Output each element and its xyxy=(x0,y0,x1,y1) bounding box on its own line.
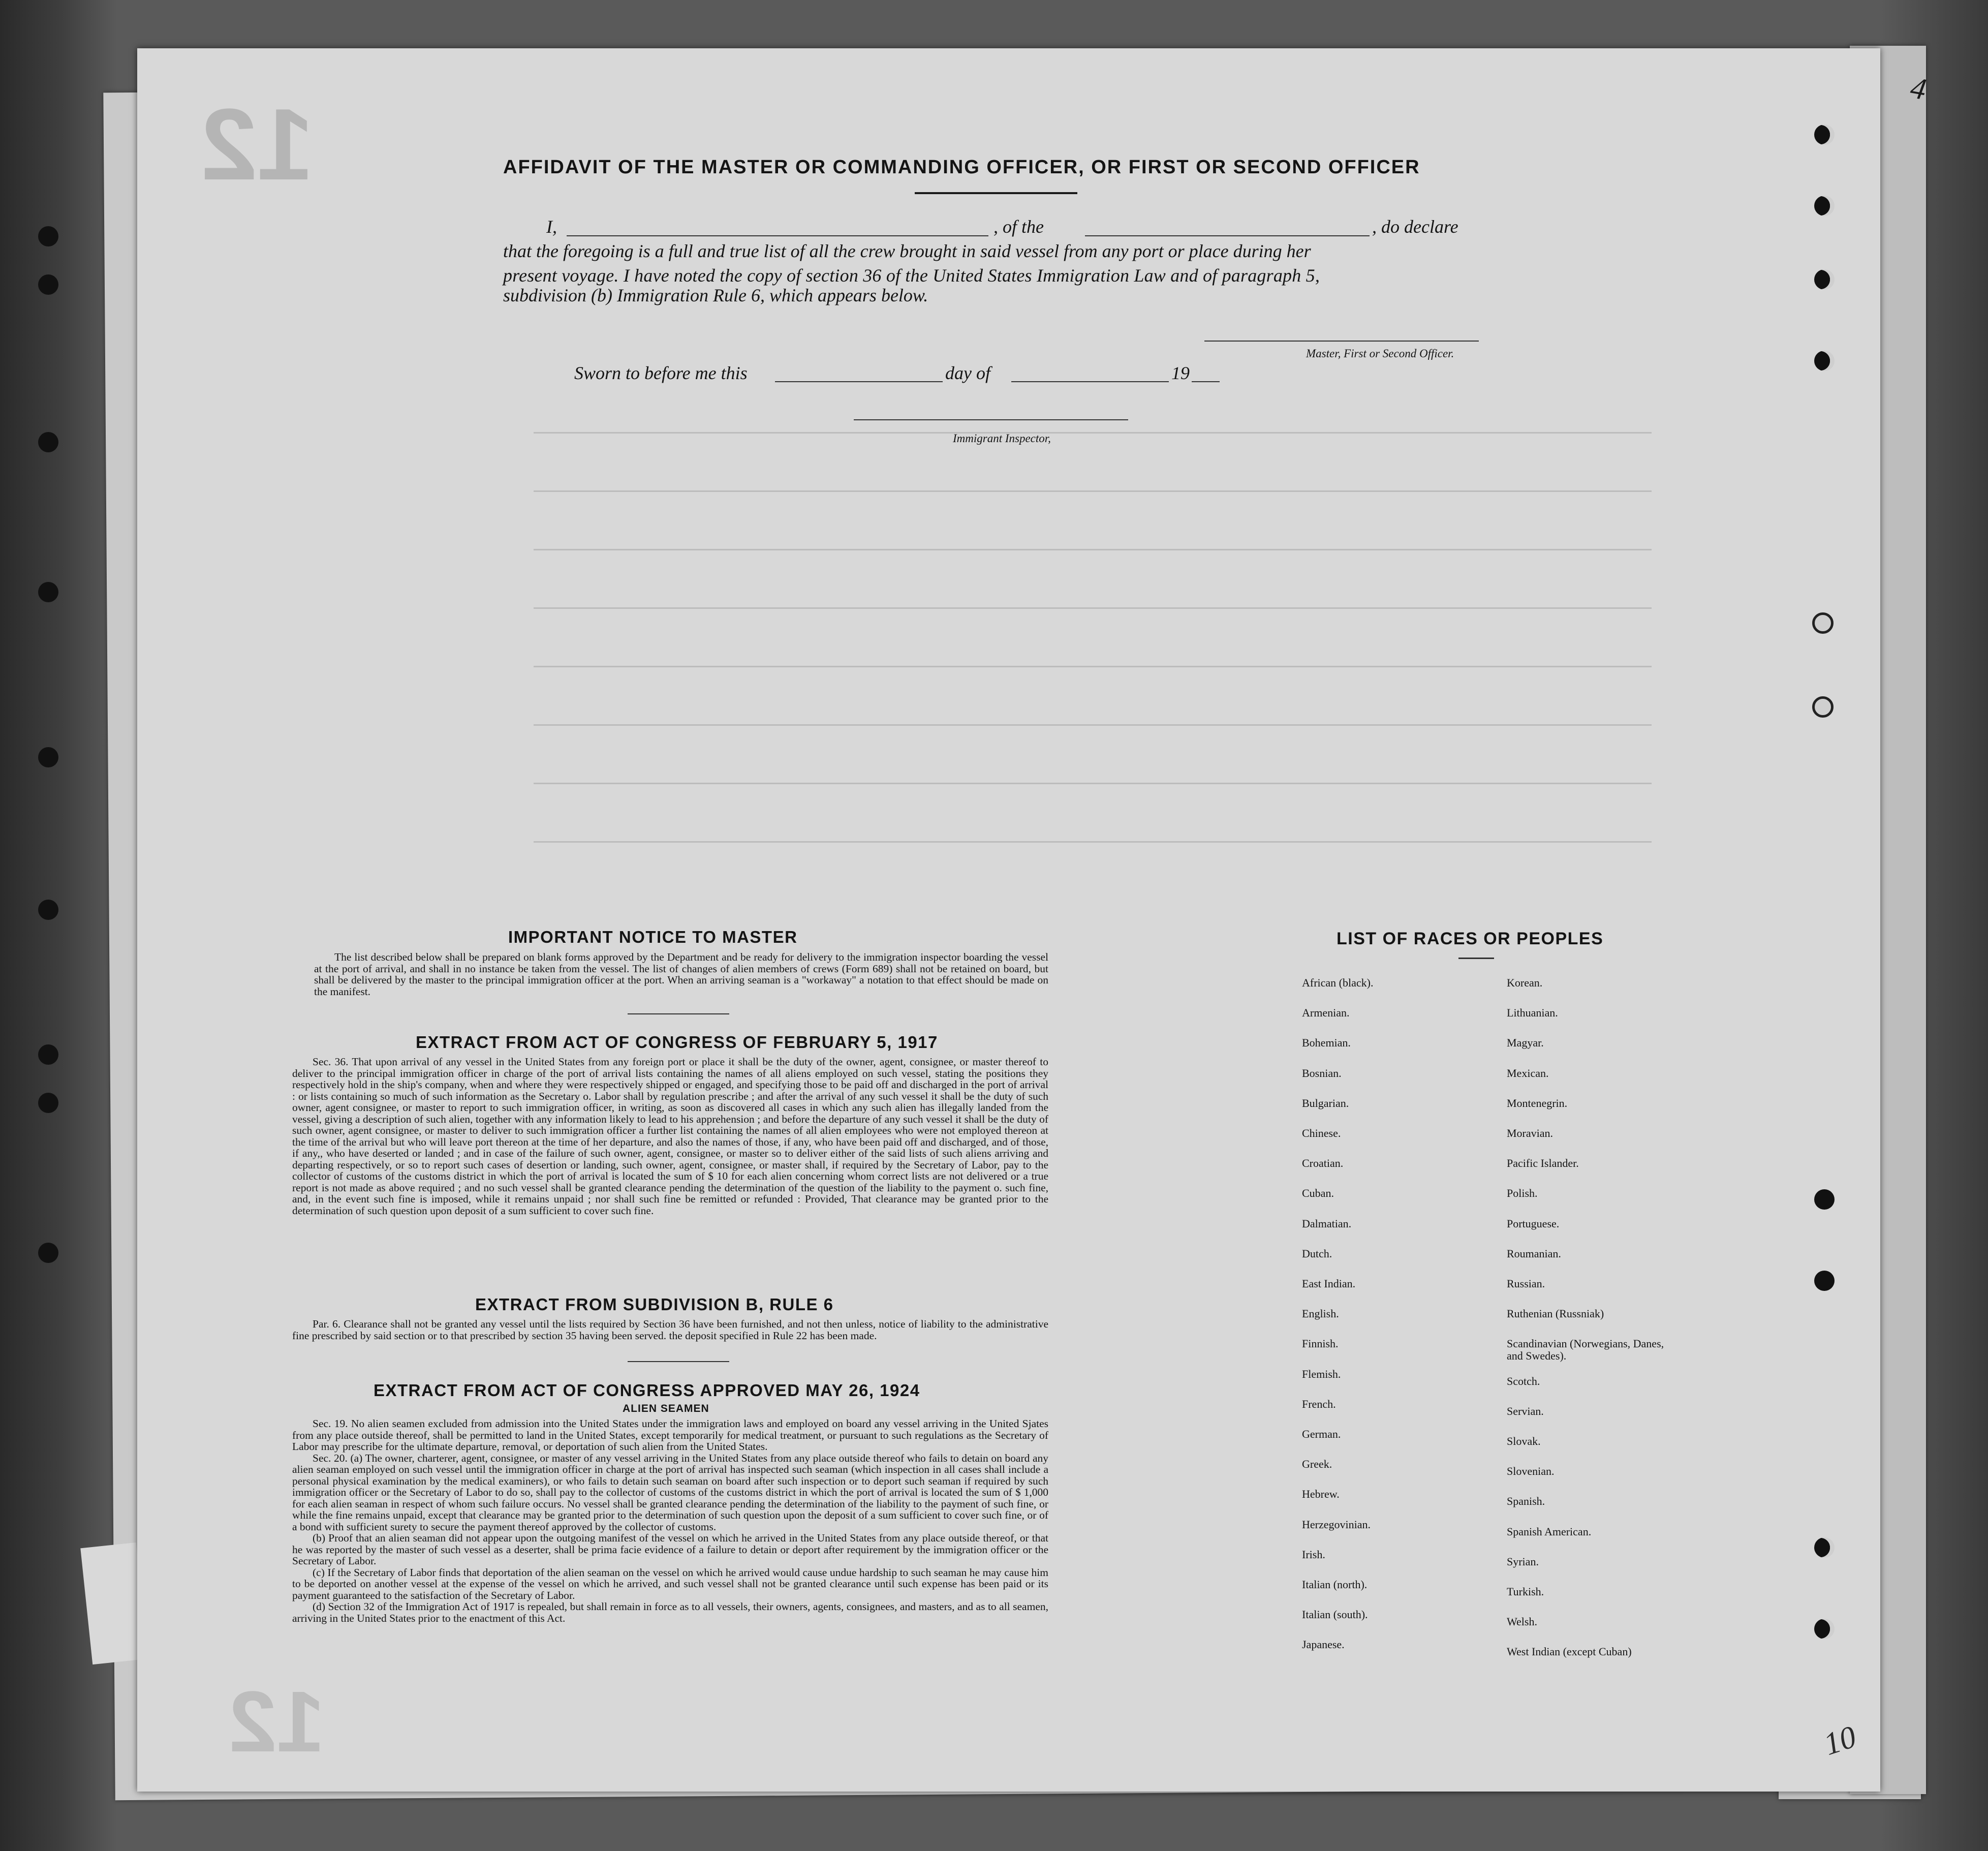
race-item: Irish. xyxy=(1302,1548,1325,1561)
binding-hole-icon xyxy=(38,1093,58,1113)
binding-hole-icon xyxy=(38,432,58,452)
extract-1924-paragraph: Sec. 19. No alien seamen excluded from admission into the United States under the immigration laws and employed on board any vessel arriving in the United Sjates from any place outside thereof, shall be permitted to land in the United States, except temporarily for medical treatment, or pursuant to such regulations as the Secretary of Labor may prescribe for the ultimate departure, removal, or deportation of such alien from the United States. xyxy=(292,1417,1048,1453)
race-item: Montenegrin. xyxy=(1507,1096,1568,1109)
binding-hole-icon xyxy=(1812,696,1834,718)
race-item: Armenian. xyxy=(1302,1006,1350,1020)
extract-rule6-text xyxy=(292,1318,1048,1341)
race-item: Portuguese. xyxy=(1507,1217,1560,1230)
binding-hole-icon xyxy=(1814,196,1835,216)
master-signature-caption: Master, First or Second Officer. xyxy=(1306,347,1454,360)
race-item: Greek. xyxy=(1302,1458,1332,1471)
race-item: Bosnian. xyxy=(1302,1066,1342,1079)
race-item: Finnish. xyxy=(1302,1337,1339,1350)
notice-paragraph: The list described below shall be prepared on blank forms approved by the Department and be ready for delivery to the immigration inspector boarding the vessel at the port of arrival, and shall in no instance be taken from the vessel. The list of changes of alien members of crews (Form 689) shall not be retained on board, but shall be delivered by the master to the principal immigration officer at the port. When an arriving seaman is a "workaway" a notation to that effect should be made on the manifest. xyxy=(314,951,1048,998)
extract-1924-paragraph: (c) If the Secretary of Labor finds that deportation of the alien seaman on the vessel on which he arrived would cause undue hardship to such seaman he may cause him to be deported on another vessel at the expense of the vessel on which he arrived, and such vessel shall not be granted clearance until such expense has been paid or its payment guaranteed to the satisfaction of the Secretary of Labor. xyxy=(292,1566,1048,1601)
race-item: Flemish. xyxy=(1302,1367,1341,1380)
sworn-year: 19 xyxy=(1171,363,1190,383)
race-item: Spanish. xyxy=(1507,1495,1545,1508)
race-item: Welsh. xyxy=(1507,1615,1537,1628)
extract-1924-paragraph: Sec. 20. (a) The owner, charterer, agent, consignee, or master of any vessel arriving in the United States from any place outside thereof who fails to detain on board any alien seaman employed on such vessel until the immigration officer in charge at the port of arrival has inspected such seaman (which inspection in all cases shall include a personal physical examination by the medical examiners), or who fails to detain such seaman on board after such inspection or to deport such seaman if required by such immigration officer or the Secretary of Labor to do so, shall pay to the collector of customs of the customs district in which the port of arrival is located the sum of $ 1,000 for each alien seaman in respect of whom such failure occurs. No vessel shall be granted clearance pending the determination of the liability to the payment of such fine, or while the fine remains unpaid, except that clearance may be granted prior to the determination of such question upon the deposit of a sum sufficient to cover such fine, or of a bond with sufficient surety to secure the payment thereof approved by the collector of customs. xyxy=(292,1452,1048,1533)
sworn-day-of: day of xyxy=(945,363,990,383)
extract-1917-paragraph: Sec. 36. That upon arrival of any vessel in the United States from any foreign port or place it shall be the duty of the owner, agent, consignee, or master thereof to deliver to the principal immigration officer in charge of the port of arrival lists containing the names of all aliens employed on such vessel, stating the positions they respectively hold in the ship's company, when and where they were respectively shipped or engaged, and specifying those to be paid off and discharged in the port of arrival : or lists containing so much of such information as the Secretary o. Labor shall by regulation prescribe ; and after the arrival of any such vessel it shall be the duty of such owner, agent consignee, or master to report to such immigration officer, in writing, as soon as discovered all cases in which any such alien has illegally landed from the vessel, giving a description of such alien, together with any information likely to lead to his apprehension ; and before the departure of any such vessel it shall be the duty of such owner, agent consignee, or master to deliver to such immigration officer a further list containing the names of all alien employees who were not employed thereon at the time of the arrival but who will leave port thereon at the time of her departure, and also the names of those, if any, who have been paid off and discharged, and of those, if any,, who have deserted or landed ; and in case of the failure of such owner, agent, consignee, or master so to deliver either of the said lists of such aliens arriving and departing respectively, or so to report such cases of desertion or landing, such owner, agent, consignee, or master shall, if required by the Secretary of Labor, pay to the collector of customs of the customs district in which the port of arrival is located the sum of $ 10 for each alien concerning whom correct lists are not delivered or a true report is not made as above required ; and no such vessel shall be granted clearance pending the determination of the question of the liability to the payment o. such fine, and, in the event such fine is imposed, while it remains unpaid ; nor shall such fine be remitted or refunded : Provided, That clearance may be granted prior to the determination of such question upon deposit of a sum sufficient to cover such fine. xyxy=(292,1056,1048,1217)
show-through-line xyxy=(534,666,1652,667)
vessel-blank-line xyxy=(1085,235,1370,236)
race-item: Polish. xyxy=(1507,1187,1538,1200)
inspector-caption: Immigrant Inspector, xyxy=(953,432,1051,445)
show-through-line xyxy=(534,549,1652,550)
race-item: English. xyxy=(1302,1307,1339,1320)
race-item: Italian (north). xyxy=(1302,1578,1368,1591)
section-divider xyxy=(628,1013,729,1014)
affidavit-declare-label: , do declare xyxy=(1372,217,1458,237)
extract-1917-text xyxy=(292,1056,1048,1216)
race-item: Japanese. xyxy=(1302,1638,1345,1651)
sworn-month-line xyxy=(1011,381,1169,382)
races-title: LIST OF RACES OR PEOPLES xyxy=(1337,929,1604,948)
master-signature-line xyxy=(1204,341,1479,342)
binding-hole-icon xyxy=(1814,1537,1835,1558)
race-item: Slovak. xyxy=(1507,1435,1541,1447)
extract-1924-paragraph: (b) Proof that an alien seaman did not appear upon the outgoing manifest of the vessel on which he arrived in the United States from any place outside thereof, or that he was reported by the master of such vessel as a deserter, shall be prima facie evidence of a failure to detain or deport after requirement by the immigration officer or the Secretary of Labor. xyxy=(292,1532,1048,1567)
race-item: Scandinavian (Norwegians, Danes, and Swedes). xyxy=(1507,1337,1664,1363)
race-item: Turkish. xyxy=(1507,1585,1544,1598)
race-item: Dutch. xyxy=(1302,1247,1332,1260)
binding-hole-icon xyxy=(1814,1271,1835,1291)
race-item: Cuban. xyxy=(1302,1187,1334,1200)
race-item: Servian. xyxy=(1507,1404,1544,1417)
extract-1924-text xyxy=(292,1418,1048,1624)
race-item: Ruthenian (Russniak) xyxy=(1507,1307,1604,1320)
binding-hole-icon xyxy=(38,900,58,920)
race-item: Syrian. xyxy=(1507,1555,1539,1568)
race-item: East Indian. xyxy=(1302,1277,1356,1290)
show-through-page-number-bottom: 12 xyxy=(229,1674,325,1770)
affidavit-of-the-label: , of the xyxy=(993,217,1044,237)
margin-mark-top-right: 4 xyxy=(1908,70,1929,107)
race-item: Herzegovinian. xyxy=(1302,1518,1371,1531)
race-item: African (black). xyxy=(1302,976,1374,989)
notice-text xyxy=(314,951,1048,997)
race-item: Spanish American. xyxy=(1507,1525,1592,1538)
race-item: Mexican. xyxy=(1507,1066,1549,1079)
sworn-year-line xyxy=(1192,381,1220,382)
race-item: Lithuanian. xyxy=(1507,1006,1558,1020)
sworn-prefix: Sworn to before me this xyxy=(574,363,748,383)
race-item: French. xyxy=(1302,1397,1336,1410)
binding-hole-icon xyxy=(1814,1189,1835,1210)
race-item: Slovenian. xyxy=(1507,1465,1555,1478)
title-underline xyxy=(915,192,1077,194)
show-through-line xyxy=(534,724,1652,726)
extract-1924-title: EXTRACT FROM ACT OF CONGRESS APPROVED MAY 26, 1924 xyxy=(374,1381,920,1400)
binding-hole-icon xyxy=(38,1044,58,1065)
section-divider xyxy=(628,1361,729,1362)
affidavit-line-4: subdivision (b) Immigration Rule 6, which appears below. xyxy=(503,285,928,305)
show-through-line xyxy=(534,841,1652,843)
affidavit-line-2: that the foregoing is a full and true list of all the crew brought in said vessel from any port or place during her xyxy=(503,241,1311,261)
race-item: Hebrew. xyxy=(1302,1488,1340,1501)
show-through-line xyxy=(534,783,1652,784)
name-blank-line xyxy=(567,235,988,236)
race-item: Russian. xyxy=(1507,1277,1545,1290)
race-item: West Indian (except Cuban) xyxy=(1507,1645,1632,1658)
show-through-line xyxy=(534,607,1652,609)
binding-hole-icon xyxy=(38,1243,58,1263)
binding-hole-icon xyxy=(1814,125,1835,145)
race-item: Italian (south). xyxy=(1302,1608,1368,1621)
sworn-day-line xyxy=(775,381,943,382)
race-item: Dalmatian. xyxy=(1302,1217,1352,1230)
race-item: Scotch. xyxy=(1507,1374,1540,1387)
extract-1924-subtitle: ALIEN SEAMEN xyxy=(623,1403,709,1414)
binding-hole-icon xyxy=(38,747,58,767)
notice-title: IMPORTANT NOTICE TO MASTER xyxy=(508,928,798,946)
binding-hole-icon xyxy=(38,582,58,602)
race-item: Bohemian. xyxy=(1302,1036,1351,1050)
binding-hole-icon xyxy=(1814,351,1835,371)
affidavit-line-3: present voyage. I have noted the copy of section 36 of the United States Immigration Law and of paragraph 5, xyxy=(503,265,1320,286)
binding-hole-icon xyxy=(1814,1619,1835,1639)
race-item: Korean. xyxy=(1507,976,1543,989)
affidavit-title: AFFIDAVIT OF THE MASTER OR COMMANDING OFFICER, OR FIRST OR SECOND OFFICER xyxy=(503,157,1420,178)
show-through-line xyxy=(534,490,1652,492)
margin-mark-bottom-right: 10 xyxy=(1819,1719,1860,1762)
affidavit-i-label: I, xyxy=(546,217,557,237)
inspector-signature-line xyxy=(854,419,1128,420)
race-item: Pacific Islander. xyxy=(1507,1157,1579,1170)
binding-hole-icon xyxy=(38,274,58,295)
races-title-underline xyxy=(1458,958,1494,959)
show-through-page-number: 12 xyxy=(201,88,314,201)
extract-rule6-paragraph: Par. 6. Clearance shall not be granted any vessel until the lists required by Section 36 have been furnished, and not then unless, notice of liability to the administrative fine prescribed by said section or to that prescribed by section 35 having been served. the deposit specified in Rule 22 has been made. xyxy=(292,1318,1048,1342)
race-item: Croatian. xyxy=(1302,1157,1344,1170)
race-item: Chinese. xyxy=(1302,1127,1341,1139)
binding-hole-icon xyxy=(1812,612,1834,634)
race-item: German. xyxy=(1302,1428,1341,1440)
extract-rule6-title: EXTRACT FROM SUBDIVISION B, RULE 6 xyxy=(475,1295,834,1314)
race-item: Bulgarian. xyxy=(1302,1096,1349,1109)
race-item: Moravian. xyxy=(1507,1127,1554,1139)
binding-hole-icon xyxy=(38,226,58,246)
binding-hole-icon xyxy=(1814,269,1835,290)
race-item: Magyar. xyxy=(1507,1036,1544,1050)
show-through-line xyxy=(534,432,1652,434)
extract-1917-title: EXTRACT FROM ACT OF CONGRESS OF FEBRUARY 5, 1917 xyxy=(416,1033,938,1052)
extract-1924-paragraph: (d) Section 32 of the Immigration Act of 1917 is repealed, but shall remain in force as to all vessels, their owners, agents, consignees, and masters, and as to all seamen, arriving in the United States prior to the enactment of this Act. xyxy=(292,1600,1048,1624)
race-item: Roumanian. xyxy=(1507,1247,1561,1260)
